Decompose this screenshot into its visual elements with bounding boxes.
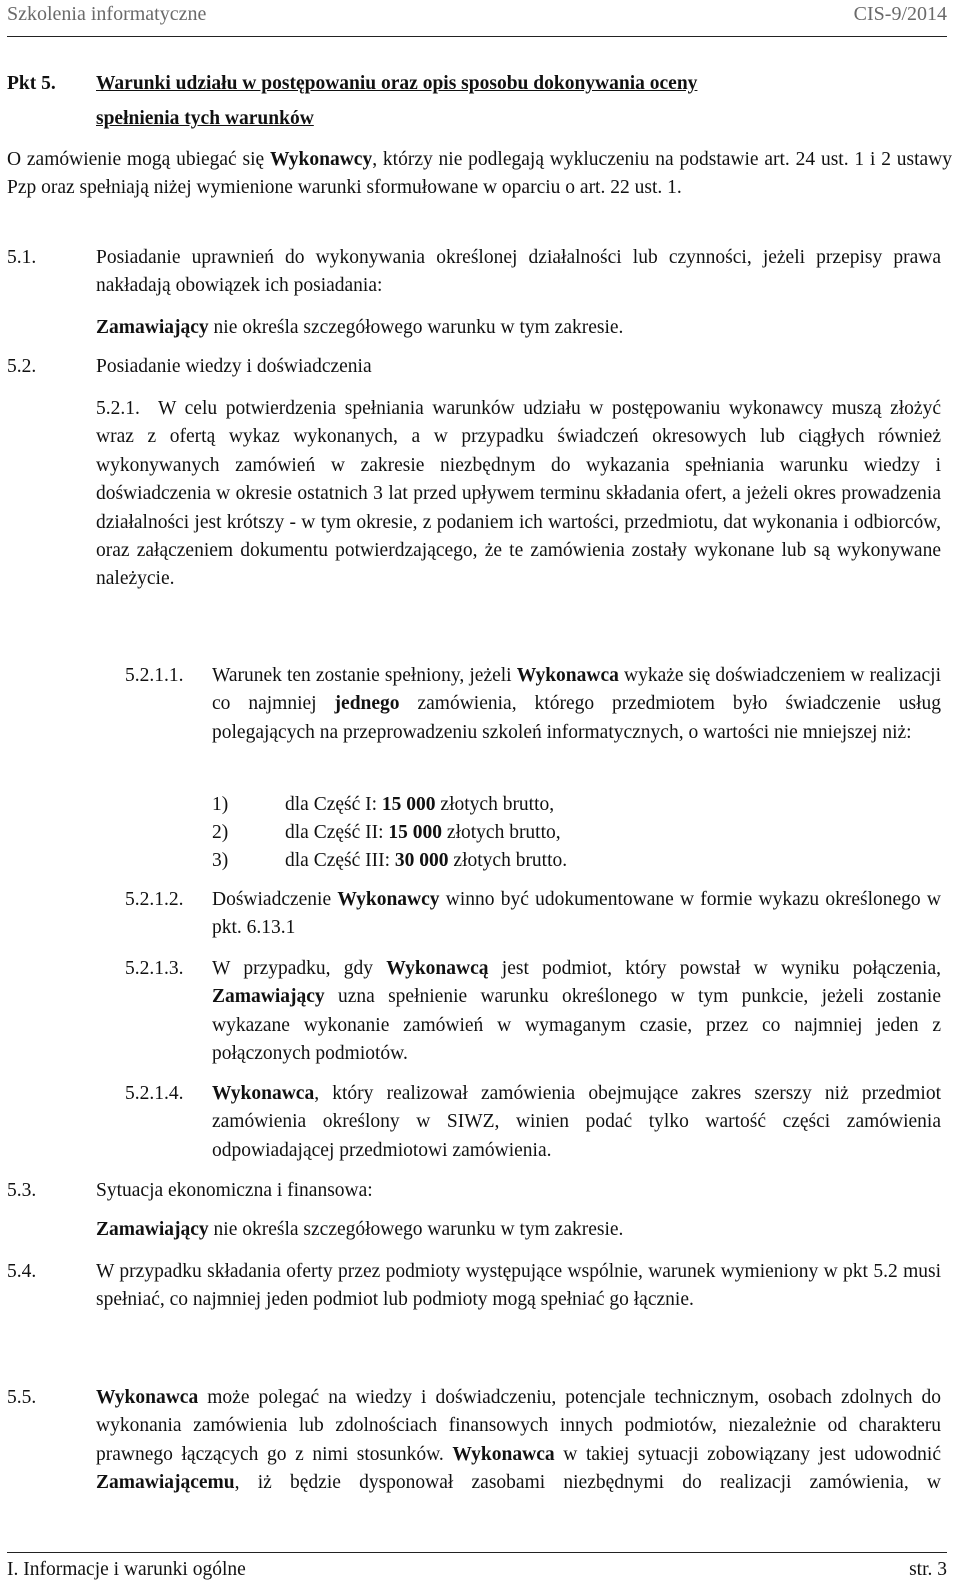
item-5-1-note: Zamawiający nie określa szczegółowego warunku w tym zakresie. [96, 317, 624, 338]
page-number: str. 3 [909, 1559, 947, 1580]
item-number-5-2-1-4: 5.2.1.4. [125, 1083, 184, 1104]
item-5-2-title: Posiadanie wiedzy i doświadczenia [96, 356, 372, 377]
item-number-5-2: 5.2. [7, 356, 37, 377]
item-5-2-1-1-text: Warunek ten zostanie spełniony, jeżeli Wykonawca wykaże się doświadczeniem w realizacji co najmniej jednego zamówienia, którego przedmiotem było świadczenie usług polegających na przeprowadzeniu szkoleń informatycznych, o wartości nie mniejszej niż: [212, 665, 942, 743]
item-5-1-text: Posiadanie uprawnień do wykonywania określonej działalności lub czynności, jeżeli przepisy prawa nakładają obowiązek ich posiadania: [96, 247, 941, 297]
item-5-3-note: Zamawiający nie określa szczegółowego warunku w tym zakresie. [96, 1219, 624, 1240]
item-number-5-2-1-3: 5.2.1.3. [125, 958, 184, 979]
footer-chapter: I. Informacje i warunki ogólne [7, 1559, 246, 1580]
item-number-5-4: 5.4. [7, 1261, 37, 1282]
item-number-5-5: 5.5. [7, 1387, 37, 1408]
list-item-number: 2) [212, 822, 229, 843]
list-item: dla Część II: 15 000 złotych brutto, [285, 822, 561, 843]
item-number-5-3: 5.3. [7, 1180, 37, 1201]
list-item-number: 3) [212, 850, 229, 871]
item-5-3-title: Sytuacja ekonomiczna i finansowa: [96, 1180, 373, 1201]
item-number-5-2-1-2: 5.2.1.2. [125, 889, 184, 910]
item-5-2-1-2-text: Doświadczenie Wykonawcy winno być udokumentowane w formie wykazu określonego w pkt. 6.13.1 [212, 889, 941, 939]
section-title: Warunki udziału w postępowaniu oraz opis sposobu dokonywania oceny spełnienia tych warunków [96, 73, 698, 130]
list-item-number: 1) [212, 794, 229, 815]
item-number-5-2-1: 5.2.1. [96, 398, 140, 419]
list-item: dla Część I: 15 000 złotych brutto, [285, 794, 555, 815]
header-doc-id: CIS-9/2014 [853, 3, 947, 25]
item-5-2-1-text: W celu potwierdzenia spełniania warunków udziału w postępowaniu wykonawcy muszą złożyć wraz z ofertą wykaz wykonanych, a w przypadku świadczeń okresowych lub ciągłych również wykonywanych zamówień w zakresie niezbędnym do wykazania spełniania warunku wiedzy i doświadczenia w okresie ostatnich 3 lat przed upływem terminu składania ofert, a jeżeli okres prowadzenia działalności jest krótszy - w tym okresie, z podaniem ich wartości, przedmiotu, dat wykonania i odbiorców, oraz załączeniem dokumentu potwierdzającego, że te zamówienia zostały wykonane lub są wykonywane należycie. [96, 398, 941, 590]
page-footer [7, 1552, 947, 1586]
page-header [7, 0, 947, 37]
item-5-2-1-3-text: W przypadku, gdy Wykonawcą jest podmiot, który powstał w wyniku połączenia, Zamawiający uzna spełnienie warunku określonego w tym punkcie, jeżeli zostanie wykazane wykonanie zamówień w wymaganym czasie, przez co najmniej jeden z połączonych podmiotów. [212, 958, 941, 1065]
item-5-5-text: Wykonawca może polegać na wiedzy i doświadczeniu, potencjale technicznym, osobach zdolnych do wykonania zamówienia lub zdolnościach finansowych innych podmiotów, niezależnie od charakteru prawnego łączących go z nimi stosunków. Wykonawca w takiej sytuacji zobowiązany jest udowodnić Zamawiającemu, iż będzie dysponował zasobami niezbędnymi do realizacji zamówienia, w [96, 1387, 941, 1494]
item-number-5-1: 5.1. [7, 247, 37, 268]
item-number-5-2-1-1: 5.2.1.1. [125, 665, 184, 686]
list-item: dla Część III: 30 000 złotych brutto. [285, 850, 568, 871]
item-5-2-1-4-text: Wykonawca, który realizował zamówienia obejmujące zakres szerszy niż przedmiot zamówienia określony w SIWZ, winien podać tylko wartość części zamówienia odpowiadającej przedmiotowi zamówienia. [212, 1083, 941, 1161]
section-number: Pkt 5. [7, 73, 56, 94]
item-5-4-text: W przypadku składania oferty przez podmioty występujące wspólnie, warunek wymieniony w pkt 5.2 musi spełniać, co najmniej jeden podmiot lub podmioty mogą spełniać go łącznie. [96, 1261, 941, 1311]
intro-paragraph: O zamówienie mogą ubiegać się Wykonawcy, którzy nie podlegają wykluczeniu na podstawie art. 24 ust. 1 i 2 ustawy Pzp oraz spełniają niżej wymienione warunki sformułowane w oparciu o art. 22 ust. 1. [7, 149, 953, 199]
header-title: Szkolenia informatyczne [7, 3, 207, 25]
